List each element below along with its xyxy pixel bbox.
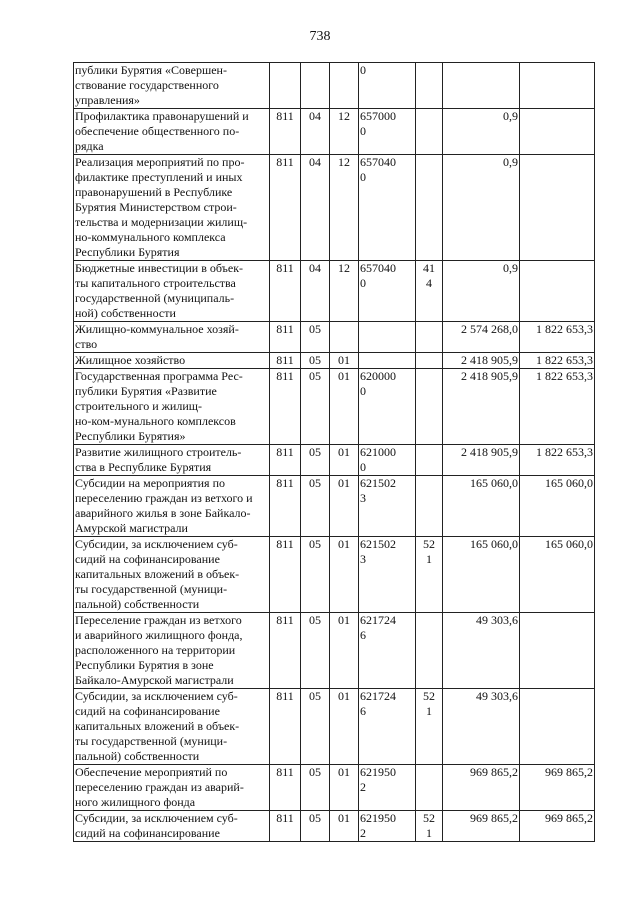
- row-name: Жилищное хозяйство: [74, 353, 270, 369]
- subsection-code: 12: [330, 109, 359, 155]
- amount-2015: 1 822 653,3: [520, 322, 595, 353]
- amount-2015: 1 822 653,3: [520, 445, 595, 476]
- amount-2014: 165 060,0: [443, 476, 520, 537]
- target-article-code: 621950 2: [359, 811, 416, 842]
- target-article-code: 621724 6: [359, 689, 416, 765]
- amount-2015: [520, 63, 595, 109]
- amount-2014: 2 418 905,9: [443, 369, 520, 445]
- admin-code: 811: [270, 613, 301, 689]
- table-row: [74, 765, 595, 811]
- target-article-code: 620000 0: [359, 369, 416, 445]
- expense-type-code: [416, 369, 443, 445]
- budget-table: [73, 62, 595, 842]
- target-article-code: [359, 353, 416, 369]
- admin-code: 811: [270, 322, 301, 353]
- expense-type-code: [416, 765, 443, 811]
- subsection-code: 12: [330, 261, 359, 322]
- section-code: 05: [301, 476, 330, 537]
- target-article-code: 0: [359, 63, 416, 109]
- amount-2015: 165 060,0: [520, 476, 595, 537]
- expense-type-code: [416, 613, 443, 689]
- row-name: Профилактика правонарушений и обеспечение общественного по- рядка: [74, 109, 270, 155]
- subsection-code: 01: [330, 613, 359, 689]
- admin-code: 811: [270, 765, 301, 811]
- expense-type-code: 41 4: [416, 261, 443, 322]
- subsection-code: [330, 322, 359, 353]
- table-row: [74, 613, 595, 689]
- target-article-code: 621950 2: [359, 765, 416, 811]
- table-row: [74, 261, 595, 322]
- target-article-code: [359, 322, 416, 353]
- page-number: 738: [309, 29, 331, 44]
- amount-2014: 2 574 268,0: [443, 322, 520, 353]
- section-code: 05: [301, 353, 330, 369]
- table-row: [74, 811, 595, 842]
- row-name: Обеспечение мероприятий по переселению граждан из аварий- ного жилищного фонда: [74, 765, 270, 811]
- amount-2014: 2 418 905,9: [443, 353, 520, 369]
- row-name: Жилищно-коммунальное хозяй- ство: [74, 322, 270, 353]
- amount-2014: 0,9: [443, 155, 520, 261]
- row-name: Бюджетные инвестиции в объек- ты капитального строительства государственной (муниципаль- ной) собственности: [74, 261, 270, 322]
- table-row: [74, 445, 595, 476]
- expense-type-code: [416, 353, 443, 369]
- amount-2014: 0,9: [443, 109, 520, 155]
- row-name: Развитие жилищного строитель- ства в Республике Бурятия: [74, 445, 270, 476]
- subsection-code: 01: [330, 765, 359, 811]
- table-row: [74, 537, 595, 613]
- expense-type-code: [416, 63, 443, 109]
- target-article-code: 657040 0: [359, 155, 416, 261]
- admin-code: 811: [270, 537, 301, 613]
- amount-2015: 1 822 653,3: [520, 353, 595, 369]
- expense-type-code: [416, 155, 443, 261]
- amount-2015: 969 865,2: [520, 765, 595, 811]
- section-code: 05: [301, 322, 330, 353]
- admin-code: 811: [270, 155, 301, 261]
- amount-2015: 1 822 653,3: [520, 369, 595, 445]
- section-code: 05: [301, 613, 330, 689]
- table-row: [74, 322, 595, 353]
- expense-type-code: 52 1: [416, 689, 443, 765]
- amount-2014: 165 060,0: [443, 537, 520, 613]
- row-name: Государственная программа Рес- публики Бурятия «Развитие строительного и жилищ- но-ком-мунального комплексов Республики Бурятия»: [74, 369, 270, 445]
- subsection-code: 01: [330, 811, 359, 842]
- table-row: [74, 109, 595, 155]
- amount-2014: 49 303,6: [443, 689, 520, 765]
- subsection-code: 01: [330, 369, 359, 445]
- subsection-code: 01: [330, 353, 359, 369]
- admin-code: 811: [270, 476, 301, 537]
- admin-code: 811: [270, 109, 301, 155]
- row-name: Реализация мероприятий по про- филактике преступлений и иных правонарушений в Республике Бурятия Министерством строи- тельства и модернизации жилищ- но-коммунального комплекса Республики Бурятия: [74, 155, 270, 261]
- expense-type-code: [416, 322, 443, 353]
- amount-2015: 165 060,0: [520, 537, 595, 613]
- amount-2015: [520, 109, 595, 155]
- expense-type-code: [416, 109, 443, 155]
- admin-code: 811: [270, 261, 301, 322]
- target-article-code: 621502 3: [359, 537, 416, 613]
- amount-2014: 2 418 905,9: [443, 445, 520, 476]
- section-code: [301, 63, 330, 109]
- subsection-code: 01: [330, 476, 359, 537]
- subsection-code: 01: [330, 537, 359, 613]
- section-code: 04: [301, 109, 330, 155]
- expense-type-code: [416, 476, 443, 537]
- expense-type-code: 52 1: [416, 537, 443, 613]
- admin-code: 811: [270, 369, 301, 445]
- admin-code: 811: [270, 811, 301, 842]
- amount-2015: [520, 613, 595, 689]
- section-code: 05: [301, 811, 330, 842]
- row-name: Переселение граждан из ветхого и аварийного жилищного фонда, расположенного на территории Республики Бурятия в зоне Байкало-Амурской магистрали: [74, 613, 270, 689]
- admin-code: 811: [270, 353, 301, 369]
- table-row: [74, 63, 595, 109]
- section-code: 05: [301, 537, 330, 613]
- row-name: Субсидии на мероприятия по переселению граждан из ветхого и аварийного жилья в зоне Байкало- Амурской магистрали: [74, 476, 270, 537]
- admin-code: 811: [270, 689, 301, 765]
- admin-code: 811: [270, 445, 301, 476]
- table-row: [74, 155, 595, 261]
- expense-type-code: [416, 445, 443, 476]
- target-article-code: 657040 0: [359, 261, 416, 322]
- section-code: 05: [301, 689, 330, 765]
- section-code: 05: [301, 445, 330, 476]
- table-row: [74, 369, 595, 445]
- amount-2014: [443, 63, 520, 109]
- admin-code: [270, 63, 301, 109]
- target-article-code: 621502 3: [359, 476, 416, 537]
- table-row: [74, 353, 595, 369]
- amount-2014: 969 865,2: [443, 811, 520, 842]
- amount-2015: [520, 155, 595, 261]
- section-code: 04: [301, 155, 330, 261]
- amount-2015: [520, 689, 595, 765]
- row-name: Субсидии, за исключением суб- сидий на софинансирование капитальных вложений в объек- ты государственной (муници- пальной) собственности: [74, 689, 270, 765]
- amount-2014: 0,9: [443, 261, 520, 322]
- section-code: 04: [301, 261, 330, 322]
- target-article-code: 621000 0: [359, 445, 416, 476]
- subsection-code: 01: [330, 689, 359, 765]
- target-article-code: 621724 6: [359, 613, 416, 689]
- expense-type-code: 52 1: [416, 811, 443, 842]
- section-code: 05: [301, 369, 330, 445]
- table-row: [74, 689, 595, 765]
- amount-2015: 969 865,2: [520, 811, 595, 842]
- subsection-code: 01: [330, 445, 359, 476]
- amount-2015: [520, 261, 595, 322]
- row-name: Субсидии, за исключением суб- сидий на софинансирование: [74, 811, 270, 842]
- subsection-code: 12: [330, 155, 359, 261]
- amount-2014: 49 303,6: [443, 613, 520, 689]
- row-name: публики Бурятия «Совершен- ствование государственного управления»: [74, 63, 270, 109]
- table-row: [74, 476, 595, 537]
- amount-2014: 969 865,2: [443, 765, 520, 811]
- subsection-code: [330, 63, 359, 109]
- row-name: Субсидии, за исключением суб- сидий на софинансирование капитальных вложений в объек- ты государственной (муници- пальной) собственности: [74, 537, 270, 613]
- section-code: 05: [301, 765, 330, 811]
- target-article-code: 657000 0: [359, 109, 416, 155]
